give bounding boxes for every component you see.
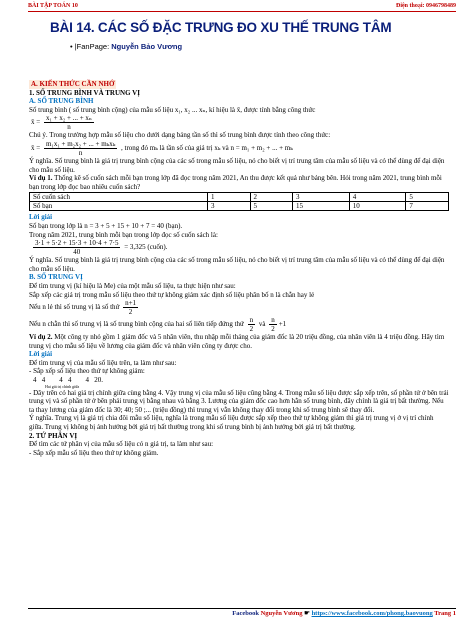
header-title: BÀI TẬP TOÁN 10 xyxy=(28,3,78,9)
paragraph-median-meaning: Ý nghĩa. Trung vị là giá trị chia đôi mẫu số liệu, nghĩa là trong mẫu số liệu được sắp xếp theo thứ tự không giảm thì giá trị trung vị ở vị trí chính giữa. Trung vị không bị ảnh hưởng bởi giá trị bất thường trong khi số trung bình bị ảnh hưởng bởi giá trị bất thường. xyxy=(29,414,434,432)
table-cell: 3 xyxy=(208,202,251,211)
even-case-fraction-1 xyxy=(248,316,256,333)
fanpage-prefix: • |FanPage: xyxy=(70,42,112,51)
formula-mean xyxy=(29,114,449,131)
sequence-annotation: Hai giá trị chính giữa xyxy=(45,383,80,389)
table-row xyxy=(30,202,449,211)
footer-facebook-label: Facebook xyxy=(232,610,261,617)
example-2 xyxy=(29,333,449,350)
table-cell: 1 xyxy=(208,193,251,202)
fanpage-name: Nguyễn Bảo Vương xyxy=(111,42,183,51)
solution-2-line-1: Để tìm trung vị của mẫu số liệu trên, ta làm như sau: xyxy=(29,358,177,367)
paragraph-even-case xyxy=(29,316,449,333)
paragraph-mean-def: Số trung bình ( số trung bình cộng) của mẫu số liệu x₁, x₂ ... xₙ, kí hiệu là x̄, được tính bằng công thức xyxy=(29,105,316,114)
table-cell: Số bạn xyxy=(30,202,208,211)
solution-1-line-2: Trong năm 2021, trung bình mỗi bạn trong lớp đọc số cuốn sách là: xyxy=(29,230,218,239)
formula-mean-lhs: x̄ = xyxy=(31,118,41,127)
even-case-plus-one: +1 xyxy=(278,320,287,329)
table-cell: 7 xyxy=(406,202,449,211)
page-title: BÀI 14. CÁC SỐ ĐẶC TRƯNG ĐO XU THẾ TRUNG TÂM xyxy=(50,20,392,35)
table-cell: 4 xyxy=(349,193,406,202)
paragraph-meaning-1: Ý nghĩa. Số trung bình là giá trị trung bình cộng của các số trong mẫu số liệu, nó cho biết vị trí trung tâm của mẫu số liệu và có thể dùng để đại diện cho mẫu số liệu. xyxy=(29,156,445,174)
even-case-num-2: n xyxy=(271,316,275,325)
sorted-sequence: 4 4 4 4 4 20. xyxy=(33,376,103,385)
solution-1-line-1: Số bạn trong lớp là n = 3 + 5 + 15 + 10 + 7 = 40 (bạn). xyxy=(29,221,183,230)
table-cell: 15 xyxy=(293,202,350,211)
odd-case-text: Nếu n lẻ thì số trung vị là số thứ xyxy=(29,303,120,312)
formula-mean-fraction xyxy=(44,114,94,131)
paragraph-quartile-step-1: - Sắp xếp mẫu số liệu theo thứ tự không giảm. xyxy=(29,448,159,457)
table-row xyxy=(30,193,449,202)
header-phone: Điện thoại: 0946798489 xyxy=(396,3,456,9)
example-2-label: Ví dụ 2. xyxy=(29,333,53,342)
formula-weighted-fraction xyxy=(44,140,117,157)
even-case-den-1: 2 xyxy=(249,325,254,334)
heading-a: A. SỐ TRUNG BÌNH xyxy=(29,97,94,106)
formula-books-num: 3·1 + 5·2 + 15·3 + 10·4 + 7·5 xyxy=(35,239,119,248)
odd-case-fraction xyxy=(123,299,138,316)
formula-mean-den: n xyxy=(67,123,71,132)
even-case-num-1: n xyxy=(249,316,254,325)
heading-1: 1. SỐ TRUNG BÌNH VÀ TRUNG VỊ xyxy=(29,88,140,97)
solution-heading-2: Lời giải xyxy=(29,350,53,359)
table-cell: 3 xyxy=(293,193,350,202)
formula-books-fraction xyxy=(33,239,120,256)
formula-weighted-den: n xyxy=(78,148,83,157)
formula-mean-num: x₁ + x₂ + ... + xₙ xyxy=(45,114,92,123)
table-cell: 2 xyxy=(250,193,293,202)
table-cell: Số cuốn sách xyxy=(30,193,208,202)
paragraph-note: Chú ý. Trong trường hợp mẫu số liệu cho dưới dạng bảng tần số thì số trung bình được tính theo công thức: xyxy=(29,131,331,140)
table-cell: 5 xyxy=(250,202,293,211)
paragraph-meaning-2: Ý nghĩa. Số trung bình là giá trị trung bình cộng của các số trong mẫu số liệu, nó cho biết vị trí trung tâm của mẫu số liệu và có thể dùng để đại diện cho mẫu số liệu. xyxy=(29,256,445,273)
example-1 xyxy=(29,174,449,191)
section-a-heading: A. KIẾN THỨC CẦN NHỚ xyxy=(31,80,115,88)
formula-weighted-mean xyxy=(29,140,449,157)
table-cell: 5 xyxy=(406,193,449,202)
even-case-fraction-2 xyxy=(269,316,277,333)
even-case-text: Nếu n chẵn thì số trung vị là số trung bình cộng của hai số liên tiếp đứng thứ xyxy=(29,320,244,329)
paragraph-analysis: - Dãy trên có hai giá trị chính giữa cùng bằng 4. Vậy trung vị của mẫu số liệu cũng bằng 4. Trong mẫu số liệu được sắp xếp trên, số phần tử ở bên trái trung vị và số phần tử ở bên phải trung vị bằng nhau và bằng 3. Lương của giám đốc cao hơn hẳn số trung bình, đây chính là giá trị bất thường. Nếu ta thay lương của giám đốc là 30; 40; 50 ;... (triệu đồng) thì trung vị vẫn không thay đổi trong khi số trung bình sẽ thay đổi. xyxy=(29,388,449,414)
odd-case-num: n+1 xyxy=(125,299,137,308)
solution-heading-1: Lời giải xyxy=(29,213,53,222)
solution-2-line-2: - Sắp xếp số liệu theo thứ tự không giảm: xyxy=(29,367,145,376)
footer-page-number: Trang 1 xyxy=(432,610,456,617)
odd-case-den: 2 xyxy=(128,308,133,317)
footer-author: Nguyễn Vương xyxy=(260,610,303,617)
header-divider xyxy=(28,11,456,12)
pointer-icon: ☛ xyxy=(304,610,310,617)
fanpage-line xyxy=(70,42,182,51)
formula-weighted-rest: , trong đó mₖ là tần số của giá trị xₖ và n = m₁ + m₂ + ... + mₖ xyxy=(121,144,293,153)
formula-books-den: 40 xyxy=(73,248,81,257)
paragraph-sort: Sắp xếp các giá trị trong mẫu số liệu theo thứ tự không giảm xác định số liệu phân bố n là chẵn hay lẻ xyxy=(29,290,315,299)
formula-books-mean xyxy=(29,239,449,256)
document-body xyxy=(29,80,449,457)
paragraph-median-intro: Để tìm trung vị (kí hiệu là Me) của một mẫu số liệu, ta thực hiện như sau: xyxy=(29,281,236,290)
books-table xyxy=(29,192,449,211)
example-1-text: Thống kê số cuốn sách mỗi bạn trong lớp đã đọc trong năm 2021, An thu được kết quả như bảng bên. Hỏi trong năm 2021, trung bình mỗi bạn trong lớp đọc bao nhiêu cuốn sách? xyxy=(29,174,442,191)
formula-weighted-lhs: x̄ = xyxy=(31,144,41,153)
paragraph-quartile-intro: Để tìm các tứ phân vị của mẫu số liệu có n giá trị, ta làm như sau: xyxy=(29,440,214,449)
paragraph-odd-case xyxy=(29,299,449,316)
formula-weighted-num: m₁x₁ + m₂x₂ + ... + mₖxₖ xyxy=(45,139,116,148)
heading-2: 2. TỨ PHÂN VỊ xyxy=(29,431,78,440)
heading-b: B. SỐ TRUNG VỊ xyxy=(29,273,83,282)
even-case-and: và xyxy=(258,320,266,329)
footer-link[interactable]: https://www.facebook.com/phong.baovuong xyxy=(311,610,433,617)
formula-books-result: = 3,325 (cuốn). xyxy=(124,243,168,252)
example-2-text: Một công ty nhỏ gồm 1 giám đốc và 5 nhân viên, thu nhập mỗi tháng của giám đốc là 20 triệu đồng, của nhân viên là 4 triệu đồng. Hãy tìm trung vị cho mẫu số liệu về lương của giám đốc và nhân viên công ty được cho. xyxy=(29,333,445,350)
example-1-label: Ví dụ 1. xyxy=(29,174,53,183)
table-cell: 10 xyxy=(349,202,406,211)
even-case-den-2: 2 xyxy=(271,325,275,334)
page-footer xyxy=(28,609,456,621)
